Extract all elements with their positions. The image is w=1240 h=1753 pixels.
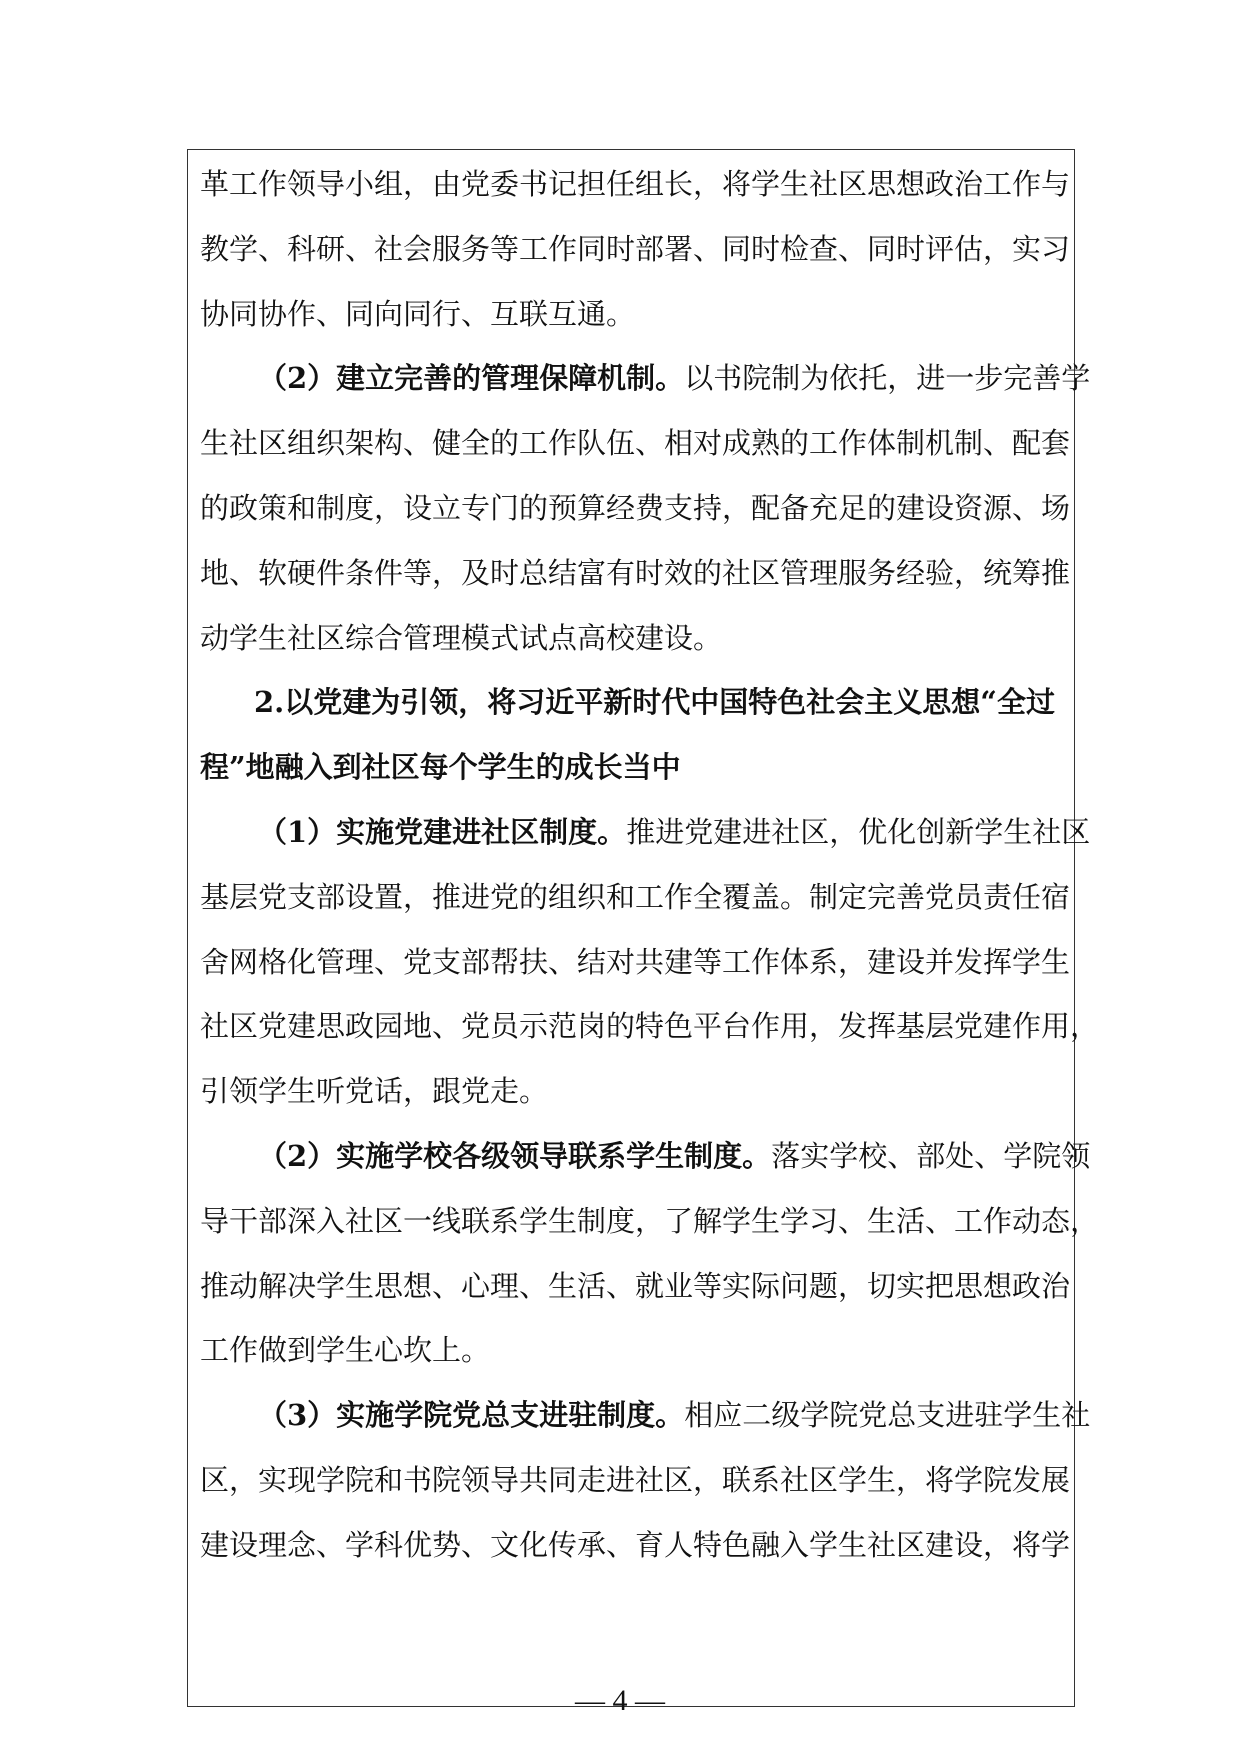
paragraph-heading: （1）实施党建进社区制度。	[258, 814, 627, 849]
text-line: 协同协作、同向同行、互联互通。	[200, 296, 636, 331]
paragraph-first-line: （2）建立完善的管理保障机制。 以书院制为依托，进一步完善学	[200, 346, 1062, 411]
section-heading: 程”地融入到社区每个学生的成长当中	[200, 750, 681, 785]
text-line: 区，实现学院和书院领导共同走进社区，联系社区学生，将学院发展	[200, 1462, 1071, 1497]
paragraph-heading: （2）实施学校各级领导联系学生制度。	[258, 1138, 772, 1173]
paragraph-heading: （3）实施学院党总支进驻制度。	[258, 1398, 685, 1433]
paragraph-first-line: （1）实施党建进社区制度。 推进党建进社区，优化创新学生社区	[200, 800, 1062, 865]
page-number: — 4 —	[575, 1684, 665, 1717]
text-line: 革工作领导小组，由党委书记担任组长，将学生社区思想政治工作与	[200, 167, 1071, 201]
paragraph-first-line: （2）实施学校各级领导联系学生制度。 落实学校、部处、学院领	[200, 1124, 1062, 1189]
text-line: 工作做到学生心坎上。	[200, 1333, 491, 1368]
paragraph-heading: （2）建立完善的管理保障机制。	[258, 361, 685, 396]
text-line: 导干部深入社区一线联系学生制度，了解学生学习、生活、工作动态，	[200, 1203, 1100, 1238]
text-line: 引领学生听党话，跟党走。	[200, 1074, 549, 1109]
text-line: 建设理念、学科优势、文化传承、育人特色融入学生社区建设，将学	[200, 1527, 1071, 1562]
text-line: 舍网格化管理、党支部帮扶、结对共建等工作体系，建设并发挥学生	[200, 944, 1071, 979]
text-line: 动学生社区综合管理模式试点高校建设。	[200, 620, 723, 655]
text-line: 地、软硬件条件等，及时总结富有时效的社区管理服务经验，统筹推	[200, 555, 1071, 590]
text-line: 生社区组织架构、健全的工作队伍、相对成熟的工作体制机制、配套	[200, 426, 1071, 461]
document-body	[200, 152, 1100, 1578]
text-line: 教学、科研、社会服务等工作同时部署、同时检查、同时评估，实习	[200, 231, 1071, 266]
section-heading: 2.以党建为引领，将习近平新时代中国特色社会主义思想“全过	[254, 685, 1055, 720]
text-line: 社区党建思政园地、党员示范岗的特色平台作用，发挥基层党建作用，	[200, 1009, 1100, 1044]
paragraph-first-line: （3）实施学院党总支进驻制度。 相应二级学院党总支进驻学生社	[200, 1383, 1062, 1448]
text-line: 的政策和制度，设立专门的预算经费支持，配备充足的建设资源、场	[200, 490, 1071, 525]
text-line: 推动解决学生思想、心理、生活、就业等实际问题，切实把思想政治	[200, 1268, 1071, 1303]
text-line: 基层党支部设置，推进党的组织和工作全覆盖。制定完善党员责任宿	[200, 879, 1071, 914]
